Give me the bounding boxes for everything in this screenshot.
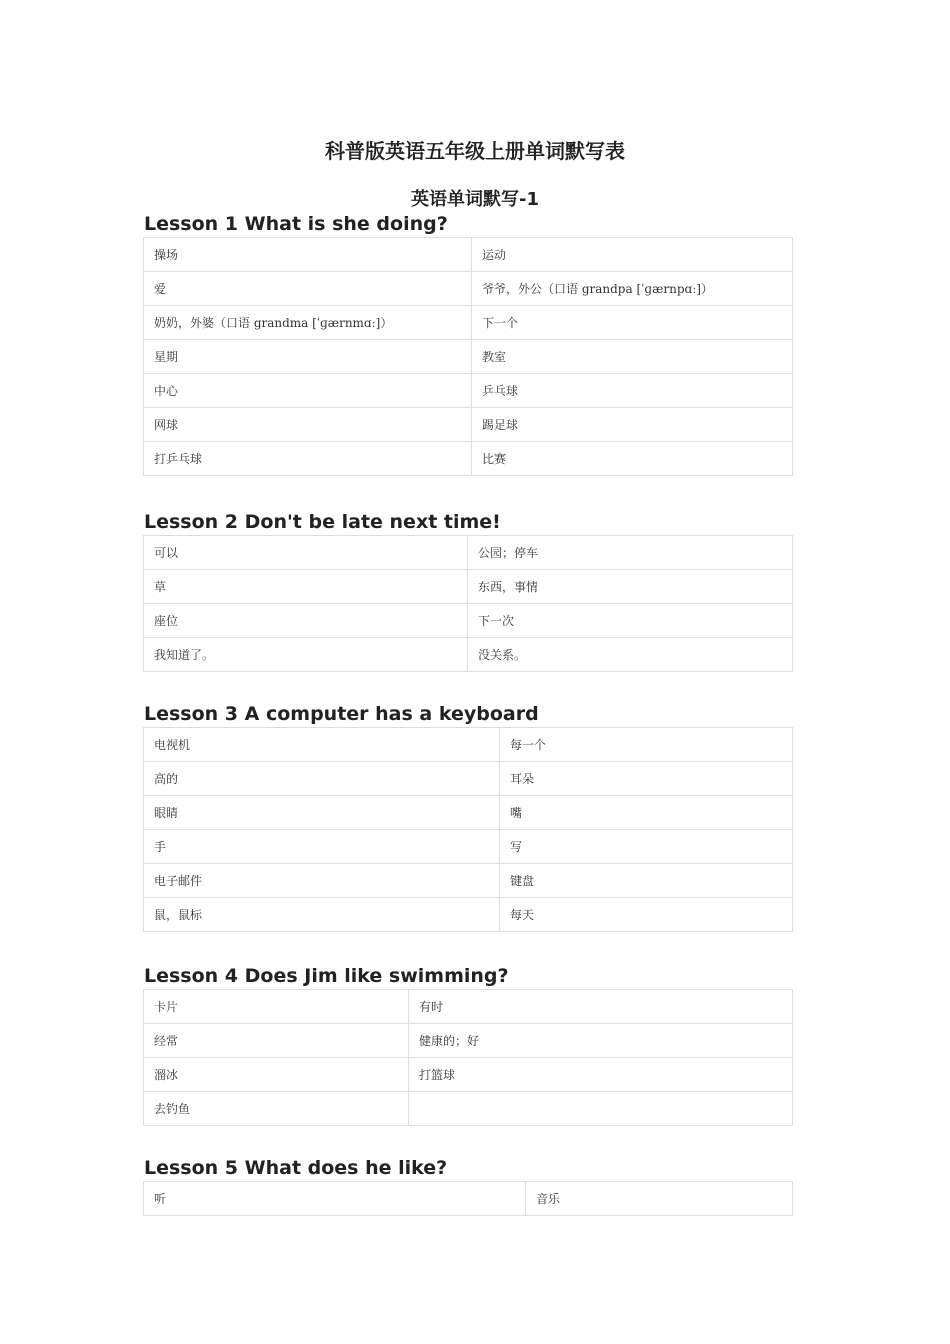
table-row: [144, 604, 793, 638]
table-row: [144, 442, 793, 476]
table-cell: 眼睛: [144, 796, 500, 830]
lesson-1-heading: Lesson 1 What is she doing?: [144, 213, 448, 235]
table-cell: 高的: [144, 762, 500, 796]
table-cell: 草: [144, 570, 468, 604]
table-row: [144, 1182, 793, 1216]
lesson-4-table: [143, 989, 793, 1126]
table-row: [144, 762, 793, 796]
table-cell: [409, 1092, 793, 1126]
table-cell: 公园；停车: [468, 536, 793, 570]
table-cell: 没关系。: [468, 638, 793, 672]
table-cell: 手: [144, 830, 500, 864]
table-cell: 电视机: [144, 728, 500, 762]
table-cell: 踢足球: [472, 408, 793, 442]
table-row: [144, 374, 793, 408]
table-cell: 比赛: [472, 442, 793, 476]
table-cell: 中心: [144, 374, 472, 408]
table-row: [144, 536, 793, 570]
table-row: [144, 830, 793, 864]
table-cell: 教室: [472, 340, 793, 374]
table-cell: 奶奶，外婆（口语 grandma [ˈɡærnmɑː]）: [144, 306, 472, 340]
table-cell: 电子邮件: [144, 864, 500, 898]
table-row: [144, 1092, 793, 1126]
table-cell: 耳朵: [500, 762, 793, 796]
table-cell: 溜冰: [144, 1058, 409, 1092]
lesson-2-heading: Lesson 2 Don't be late next time!: [144, 511, 501, 533]
table-row: [144, 638, 793, 672]
table-cell: 音乐: [526, 1182, 793, 1216]
table-row: [144, 864, 793, 898]
table-cell: 鼠，鼠标: [144, 898, 500, 932]
table-cell: 经常: [144, 1024, 409, 1058]
table-row: [144, 340, 793, 374]
table-cell: 每一个: [500, 728, 793, 762]
table-row: [144, 238, 793, 272]
table-cell: 星期: [144, 340, 472, 374]
table-row: [144, 898, 793, 932]
table-cell: 操场: [144, 238, 472, 272]
table-cell: 有时: [409, 990, 793, 1024]
document-title: 科普版英语五年级上册单词默写表: [325, 139, 625, 163]
lesson-5-table: [143, 1181, 793, 1216]
table-row: [144, 1024, 793, 1058]
table-cell: 网球: [144, 408, 472, 442]
table-row: [144, 1058, 793, 1092]
table-cell: 爱: [144, 272, 472, 306]
lesson-5-heading: Lesson 5 What does he like?: [144, 1157, 448, 1179]
table-row: [144, 272, 793, 306]
lesson-4-heading: Lesson 4 Does Jim like swimming?: [144, 965, 509, 987]
table-cell: 健康的；好: [409, 1024, 793, 1058]
lesson-2-table: [143, 535, 793, 672]
table-row: [144, 728, 793, 762]
lesson-3-table: [143, 727, 793, 932]
table-cell: 嘴: [500, 796, 793, 830]
table-row: [144, 306, 793, 340]
lesson-1-table: [143, 237, 793, 476]
table-cell: 去钓鱼: [144, 1092, 409, 1126]
table-row: [144, 570, 793, 604]
document-subtitle: 英语单词默写-1: [411, 189, 539, 210]
table-cell: 乒乓球: [472, 374, 793, 408]
table-cell: 每天: [500, 898, 793, 932]
table-cell: 听: [144, 1182, 526, 1216]
table-cell: 键盘: [500, 864, 793, 898]
table-cell: 写: [500, 830, 793, 864]
table-cell: 下一个: [472, 306, 793, 340]
table-cell: 运动: [472, 238, 793, 272]
table-cell: 打篮球: [409, 1058, 793, 1092]
table-cell: 东西，事情: [468, 570, 793, 604]
table-row: [144, 408, 793, 442]
table-cell: 我知道了。: [144, 638, 468, 672]
table-cell: 卡片: [144, 990, 409, 1024]
table-row: [144, 796, 793, 830]
table-row: [144, 990, 793, 1024]
table-cell: 座位: [144, 604, 468, 638]
table-cell: 打乒乓球: [144, 442, 472, 476]
table-cell: 爷爷，外公（口语 grandpa [ˈɡærnpɑː]）: [472, 272, 793, 306]
lesson-3-heading: Lesson 3 A computer has a keyboard: [144, 703, 539, 725]
table-cell: 可以: [144, 536, 468, 570]
table-cell: 下一次: [468, 604, 793, 638]
